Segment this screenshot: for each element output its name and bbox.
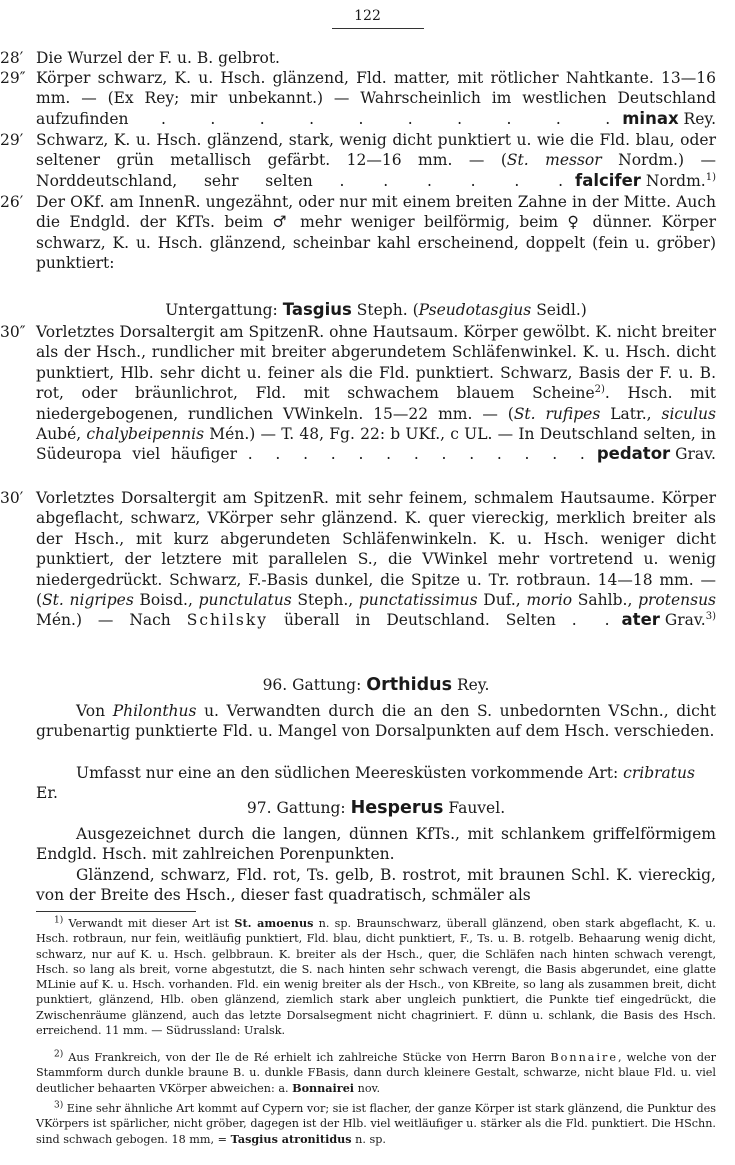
key-entry-28 bbox=[0, 48, 716, 68]
genus-name: Orthidus bbox=[366, 675, 453, 695]
key-text: Die Wurzel der F. u. B. gelbrot. bbox=[36, 49, 280, 67]
couplet-number: 30″ bbox=[0, 323, 26, 341]
footnote-3: $^{3)}$ Eine sehr ähnliche Art kommt auf Cypern vor; sie ist flacher, der ganze Körper ist stark glänzend, die Punktur des VKörpers ist spärlicher, nicht gröber, dagegen ist der Hlb. viel weitläufiger u. stärker als die Fld. punktiert. Die HSchn. sind schwach gebogen. 18 mm, = Tasgius atronitidus n. sp. bbox=[36, 1100, 716, 1146]
species-author: Rey. bbox=[683, 109, 716, 128]
subgenus-heading: Untergattung: Tasgius Steph. (Pseudotasgius Seidl.) bbox=[165, 300, 587, 319]
couplet-number: 26′ bbox=[0, 193, 24, 211]
footnote-1: $^{1)}$ Verwandt mit dieser Art ist St. amoenus n. sp. Braunschwarz, überall glänzend, oben stark abgeflacht, K. u. Hsch. rotbraun, nur fein, weitläufig punktiert, Fld. blau, dicht punktiert, F., Ts. u. B. rotgelb. Behaarung wenig dicht, schwarz, nur auf K. u. Hsch. gelbbraun. K. breiter als der Hsch., quer, die Schläfen nach hinten schwach verengt, Hsch. so lang als breit, vorne abgestutzt, die S. nach hinten sehr schwach verengt, die Basis abgerundet, eine glatte MLinie auf K. u. Hsch. vorhanden. Fld. ein wenig breiter als der Hsch., von KBreite, so lang als zusammen breit, dicht punktiert, glänzend, Hlb. oben glänzend, ziemlich stark aber ungleich punktiert, die Punkte tief eingedrückt, die Zwischenräume glänzend, auch das letzte Dorsalsegment nicht chagriniert. F. dünn u. schlank, die Basis des Hsch. erreichend. 11 mm. — Südrussland: Uralsk. bbox=[36, 915, 716, 1038]
genus-heading-97: 97. Gattung: Hesperus Fauvel. bbox=[246, 798, 506, 818]
key-text: Körper schwarz, K. u. Hsch. glänzend, Fld. matter, mit rötlicher Nahtkante. 13—16 mm. — (Ex Rey; mir unbekannt.) — Wahrscheinlich im westlichen Deutschland aufzufinden . . . . . . . . . . minax Rey. bbox=[36, 69, 716, 128]
genus-name: Hesperus bbox=[350, 798, 444, 818]
key-text: Der OKf. am InnenR. ungezähnt, oder nur mit einem breiten Zahne in der Mitte. Auch die Endgld. der KfTs. beim ♂ mehr weniger beilförmig, beim ♀ dünner. Körper schwarz, K. u. Hsch. glänzend, scheinbar kahl erscheinend, doppelt (fein u. gröber) punktiert: bbox=[36, 193, 716, 273]
couplet-number: 29′ bbox=[0, 131, 24, 149]
species-name: ater bbox=[621, 610, 660, 630]
species-name: pedator bbox=[596, 444, 671, 464]
footnote-rule bbox=[36, 911, 196, 912]
species-author: Nordm. bbox=[645, 171, 706, 190]
page-number: 122 bbox=[354, 8, 381, 24]
species-author: Grav. bbox=[664, 611, 706, 630]
key-entry-26 bbox=[0, 192, 716, 274]
species-author: Grav. bbox=[675, 445, 716, 464]
couplet-number: 29″ bbox=[0, 69, 26, 87]
footnote-ref: 2) bbox=[594, 384, 605, 396]
key-entry-30b bbox=[0, 488, 717, 651]
key-text: Schwarz, K. u. Hsch. glänzend, stark, wenig dicht punktiert u. wie die Fld. blau, oder seltener grün metallisch gefärbt. 12—16 mm. — (St. messor Nordm.) — Norddeutschland, sehr selten . . . . . . falcifer Nordm.$^{1)}$ bbox=[36, 131, 716, 190]
genus-97-description: Ausgezeichnet durch die langen, dünnen KfTs., mit schlankem griffelförmigem Endgld. Hsch. mit zahlreichen Porenpunkten. bbox=[36, 825, 716, 864]
footnote-2: $^{2)}$ Aus Frankreich, von der Ile de Ré erhielt ich zahlreiche Stücke von Herrn Baron Bonnaire, welche von der Stammform durch dunkle braune B. u. dunkle FBasis, dann durch kleinere Gestalt, schwarze, nicht blaue Fld. u. viel deutlicher behaarten VKörper abweichen: a. Bonnairei nov. bbox=[36, 1049, 716, 1095]
genus-heading-96: 96. Gattung: Orthidus Rey. bbox=[262, 675, 490, 695]
genus-97-species-text: Glänzend, schwarz, Fld. rot, Ts. gelb, B. rostrot, mit braunen Schl. K. viereckig, von der Breite des Hsch., dieser fast quadratisch, schmäler als bbox=[36, 866, 716, 905]
genus-96-species-note: Umfasst nur eine an den südlichen Meeresküsten vorkommende Art: cribratus Er. bbox=[36, 764, 695, 803]
header-rule bbox=[332, 28, 424, 29]
key-entry-30a bbox=[0, 322, 716, 485]
footnote-ref: 1) bbox=[705, 171, 716, 183]
couplet-number: 28′ bbox=[0, 49, 24, 67]
footnote-ref: 3) bbox=[705, 611, 716, 623]
species-name: falcifer bbox=[575, 170, 641, 190]
key-text: Vorletztes Dorsaltergit am SpitzenR. mit sehr feinem, schmalem Hautsaume. Körper abgeflacht, schwarz, VKörper sehr glänzend. K. quer viereckig, merklich breiter als der Hsch., mit kurz abgerundeten Schläfenwinkeln. K. u. Hsch. weniger dicht punktiert, der letztere mit parallelen S., die VWinkel mehr vortretend u. wenig niedergedrückt. Schwarz, F.-Basis dunkel, die Spitze u. Tr. rotbraun. 14—18 mm. — (St. nigripes Boisd., punctulatus Steph., punctatissimus Duf., morio Sahlb., protensus Mén.) — Nach Schilsky überall in Deutschland. Selten . . ater Grav.$^{3)}$ bbox=[36, 489, 717, 630]
subgenus-name: Tasgius bbox=[282, 300, 352, 319]
couplet-number: 30′ bbox=[0, 489, 24, 507]
key-text: Vorletztes Dorsaltergit am SpitzenR. ohne Hautsaum. Körper gewölbt. K. nicht breiter als der Hsch., rundlicher mit breiter abgerundetem Schläfenwinkel. K. u. Hsch. dicht punktiert, Hlb. sehr dicht u. feiner als die Fld. punktiert. Schwarz, Basis der F. u. B. rot, oder bräunlichrot, Fld. mit schwachem blauem Scheine$^{2)}$. Hsch. mit niedergebogenen, rundlichen VWinkeln. 15—22 mm. — (St. rufipes Latr., siculus Aubé, chalybeipennis Mén.) — T. 48, Fg. 22: b UKf., c UL. — In Deutschland selten, in Südeuropa viel häufiger . . . . . . . . . . . . . pedator Grav. bbox=[36, 323, 716, 464]
genus-96-description: Von Philonthus u. Verwandten durch die an den S. unbedornten VSchn., dicht grubenartig punktierte Fld. u. Mangel von Dorsalpunkten auf dem Hsch. verschieden. bbox=[36, 702, 716, 741]
species-name: minax bbox=[622, 108, 679, 128]
